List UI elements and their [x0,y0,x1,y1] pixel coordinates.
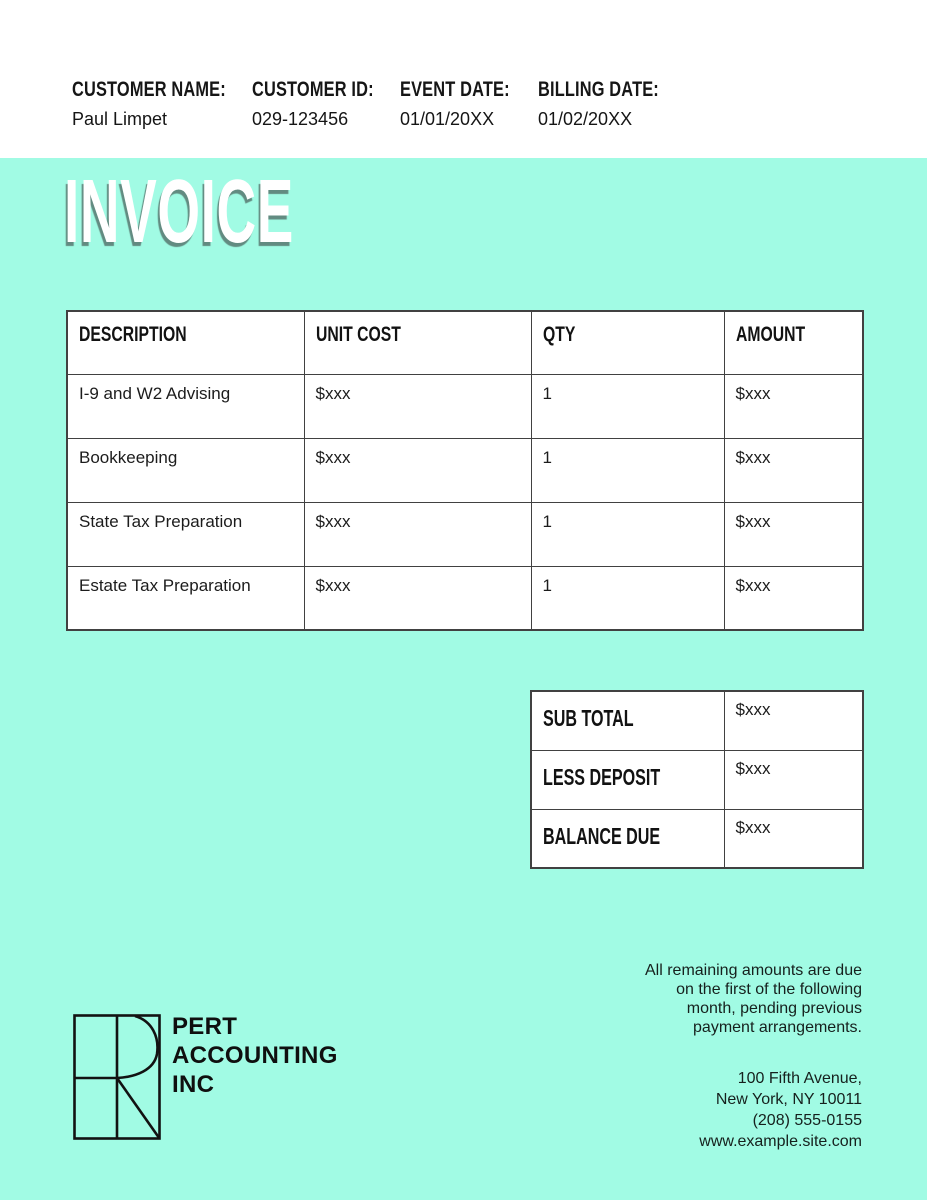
cell-unit-cost: $xxx [304,566,531,630]
table-row [67,566,863,630]
totals-table [530,690,864,869]
company-name-line: INC [172,1071,215,1098]
billing-date-value: 01/02/20XX [538,109,633,129]
col-header-qty: QTY [531,311,724,374]
pert-monogram-logo-icon [73,1014,161,1145]
company-name [172,1012,338,1099]
less-deposit-row [531,750,863,809]
cell-amount: $xxx [724,438,863,502]
note-line: All remaining amounts are due [644,962,862,979]
less-deposit-label: LESS DEPOSIT [531,750,724,809]
note-line: payment arrangements. [693,1019,862,1036]
customer-name-value: Paul Limpet [72,109,168,129]
cell-description: Estate Tax Preparation [67,566,304,630]
billing-date-label: BILLING DATE: [538,78,659,101]
col-header-unit-cost: UNIT COST [304,311,531,374]
billing-date-field [538,78,693,130]
customer-name-label: CUSTOMER NAME: [72,78,226,101]
cell-qty: 1 [531,374,724,438]
company-name-line: ACCOUNTING [172,1042,338,1069]
cell-unit-cost: $xxx [304,374,531,438]
event-date-field [400,78,538,130]
phone-number: (208) 555-0155 [752,1112,862,1129]
event-date-label: EVENT DATE: [400,78,510,101]
table-row [67,374,863,438]
balance-due-row [531,809,863,868]
website-link[interactable]: www.example.site.com [699,1133,862,1150]
line-items-table [66,310,864,631]
customer-id-value: 029-123456 [252,109,349,129]
company-contact-block [699,1068,862,1152]
table-row [67,438,863,502]
table-row [67,502,863,566]
customer-header [72,78,693,130]
subtotal-row [531,691,863,750]
company-name-line: PERT [172,1013,238,1040]
event-date-value: 01/01/20XX [400,109,495,129]
customer-id-field [252,78,400,130]
cell-qty: 1 [531,502,724,566]
col-header-amount: AMOUNT [724,311,863,374]
cell-description: I-9 and W2 Advising [67,374,304,438]
balance-due-label: BALANCE DUE [531,809,724,868]
cell-amount: $xxx [724,374,863,438]
cell-qty: 1 [531,566,724,630]
note-line: month, pending previous [686,1000,862,1017]
payment-terms-note [645,961,862,1037]
balance-due-value: $xxx [724,809,863,868]
cell-amount: $xxx [724,502,863,566]
address-line: New York, NY 10011 [715,1091,862,1108]
cell-unit-cost: $xxx [304,438,531,502]
address-line: 100 Fifth Avenue, [737,1070,862,1087]
less-deposit-value: $xxx [724,750,863,809]
table-header-row [67,311,863,374]
col-header-description: DESCRIPTION [67,311,304,374]
customer-id-label: CUSTOMER ID: [252,78,374,101]
cell-amount: $xxx [724,566,863,630]
cell-qty: 1 [531,438,724,502]
customer-name-field [72,78,252,130]
cell-description: State Tax Preparation [67,502,304,566]
subtotal-value: $xxx [724,691,863,750]
subtotal-label: SUB TOTAL [531,691,724,750]
page-title: INVOICE [64,162,295,262]
cell-unit-cost: $xxx [304,502,531,566]
note-line: on the first of the following [676,981,862,998]
cell-description: Bookkeeping [67,438,304,502]
